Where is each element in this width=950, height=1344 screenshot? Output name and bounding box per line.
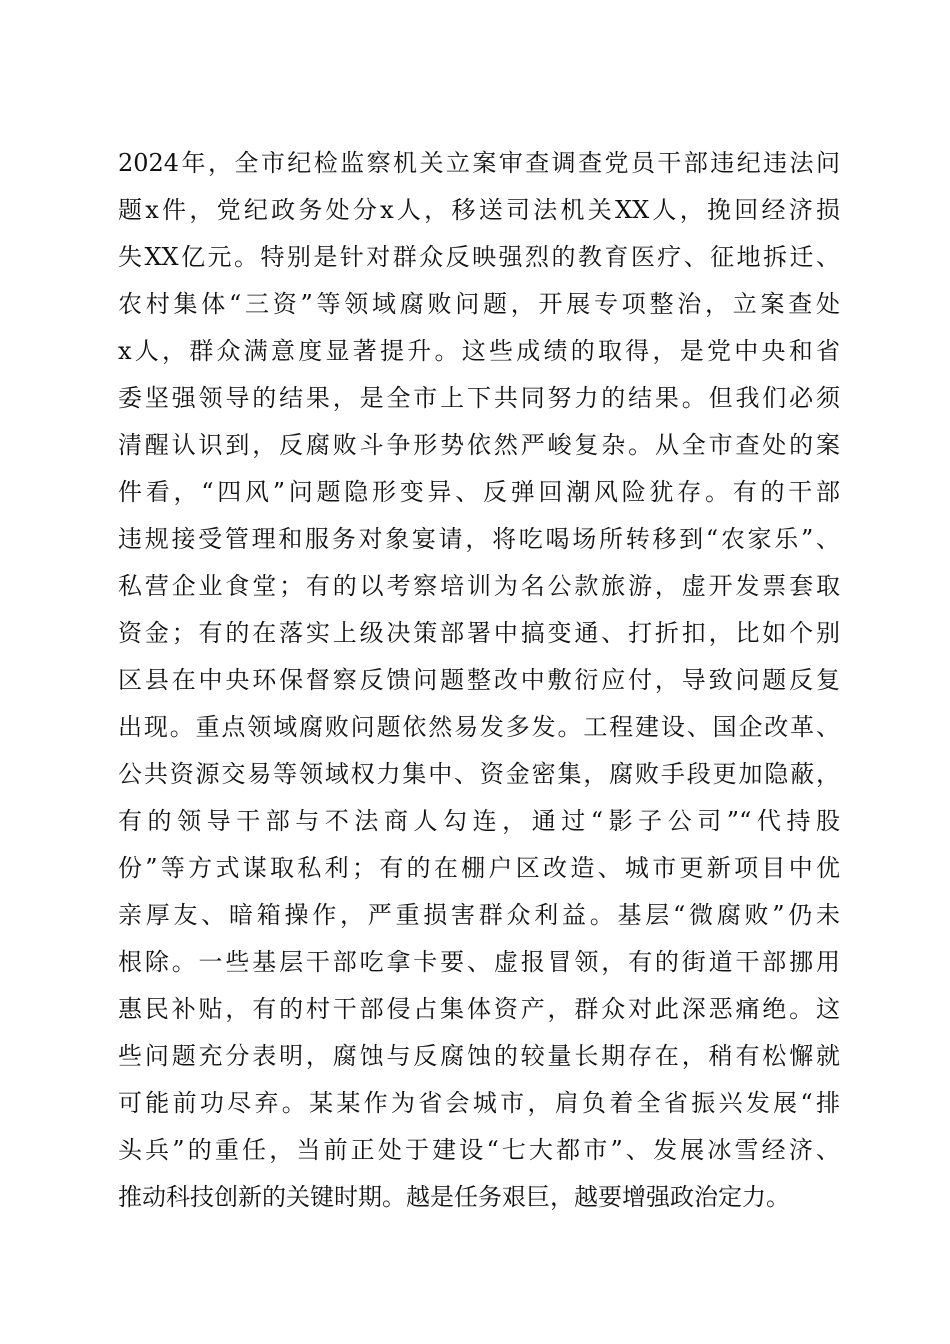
text-line: 份”等方式谋取私利；有的在棚户区改造、城市更新项目中优 bbox=[118, 854, 840, 882]
text-line: 些问题充分表明，腐蚀与反腐蚀的较量长期存在，稍有松懈就 bbox=[118, 1042, 840, 1070]
text-line: 清醒认识到，反腐败斗争形势依然严峻复杂。从全市查处的案 bbox=[118, 431, 840, 459]
text-line: 件看，“四风”问题隐形变异、反弹回潮风险犹存。有的干部 bbox=[118, 478, 840, 506]
text-line: 头兵”的重任，当前正处于建设“七大都市”、发展冰雪经济、 bbox=[118, 1136, 840, 1164]
text-line: 出现。重点领域腐败问题依然易发多发。工程建设、国企改革、 bbox=[118, 713, 840, 741]
text-line: 可能前功尽弃。某某作为省会城市，肩负着全省振兴发展“排 bbox=[118, 1089, 840, 1117]
text-line: 惠民补贴，有的村干部侵占集体资产，群众对此深恶痛绝。这 bbox=[118, 995, 840, 1023]
text-line: 题x件，党纪政务处分x人，移送司法机关XX人，挽回经济损 bbox=[118, 196, 840, 224]
text-line: 农村集体“三资”等领域腐败问题，开展专项整治，立案查处 bbox=[118, 290, 840, 318]
text-line: 亲厚友、暗箱操作，严重损害群众利益。基层“微腐败”仍未 bbox=[118, 901, 840, 929]
text-line: 根除。一些基层干部吃拿卡要、虚报冒领，有的街道干部挪用 bbox=[118, 948, 840, 976]
text-line: 有的领导干部与不法商人勾连，通过“影子公司”“代持股 bbox=[118, 807, 840, 835]
text-line: x人，群众满意度显著提升。这些成绩的取得，是党中央和省 bbox=[118, 337, 840, 365]
text-line: 委坚强领导的结果，是全市上下共同努力的结果。但我们必须 bbox=[118, 384, 840, 412]
text-line: 推动科技创新的关键时期。越是任务艰巨，越要增强政治定力。 bbox=[118, 1183, 790, 1211]
text-line: 公共资源交易等领域权力集中、资金密集，腐败手段更加隐蔽， bbox=[118, 760, 840, 788]
text-line: 区县在中央环保督察反馈问题整改中敷衍应付，导致问题反复 bbox=[118, 666, 840, 694]
text-line: 违规接受管理和服务对象宴请，将吃喝场所转移到“农家乐”、 bbox=[118, 525, 840, 553]
body-paragraph bbox=[118, 140, 840, 1221]
text-line: 资金；有的在落实上级决策部署中搞变通、打折扣，比如个别 bbox=[118, 619, 840, 647]
text-line: 失XX亿元。特别是针对群众反映强烈的教育医疗、征地拆迁、 bbox=[118, 243, 840, 271]
text-line: 2024年，全市纪检监察机关立案审查调查党员干部违纪违法问 bbox=[118, 149, 840, 177]
text-line: 私营企业食堂；有的以考察培训为名公款旅游，虚开发票套取 bbox=[118, 572, 840, 600]
